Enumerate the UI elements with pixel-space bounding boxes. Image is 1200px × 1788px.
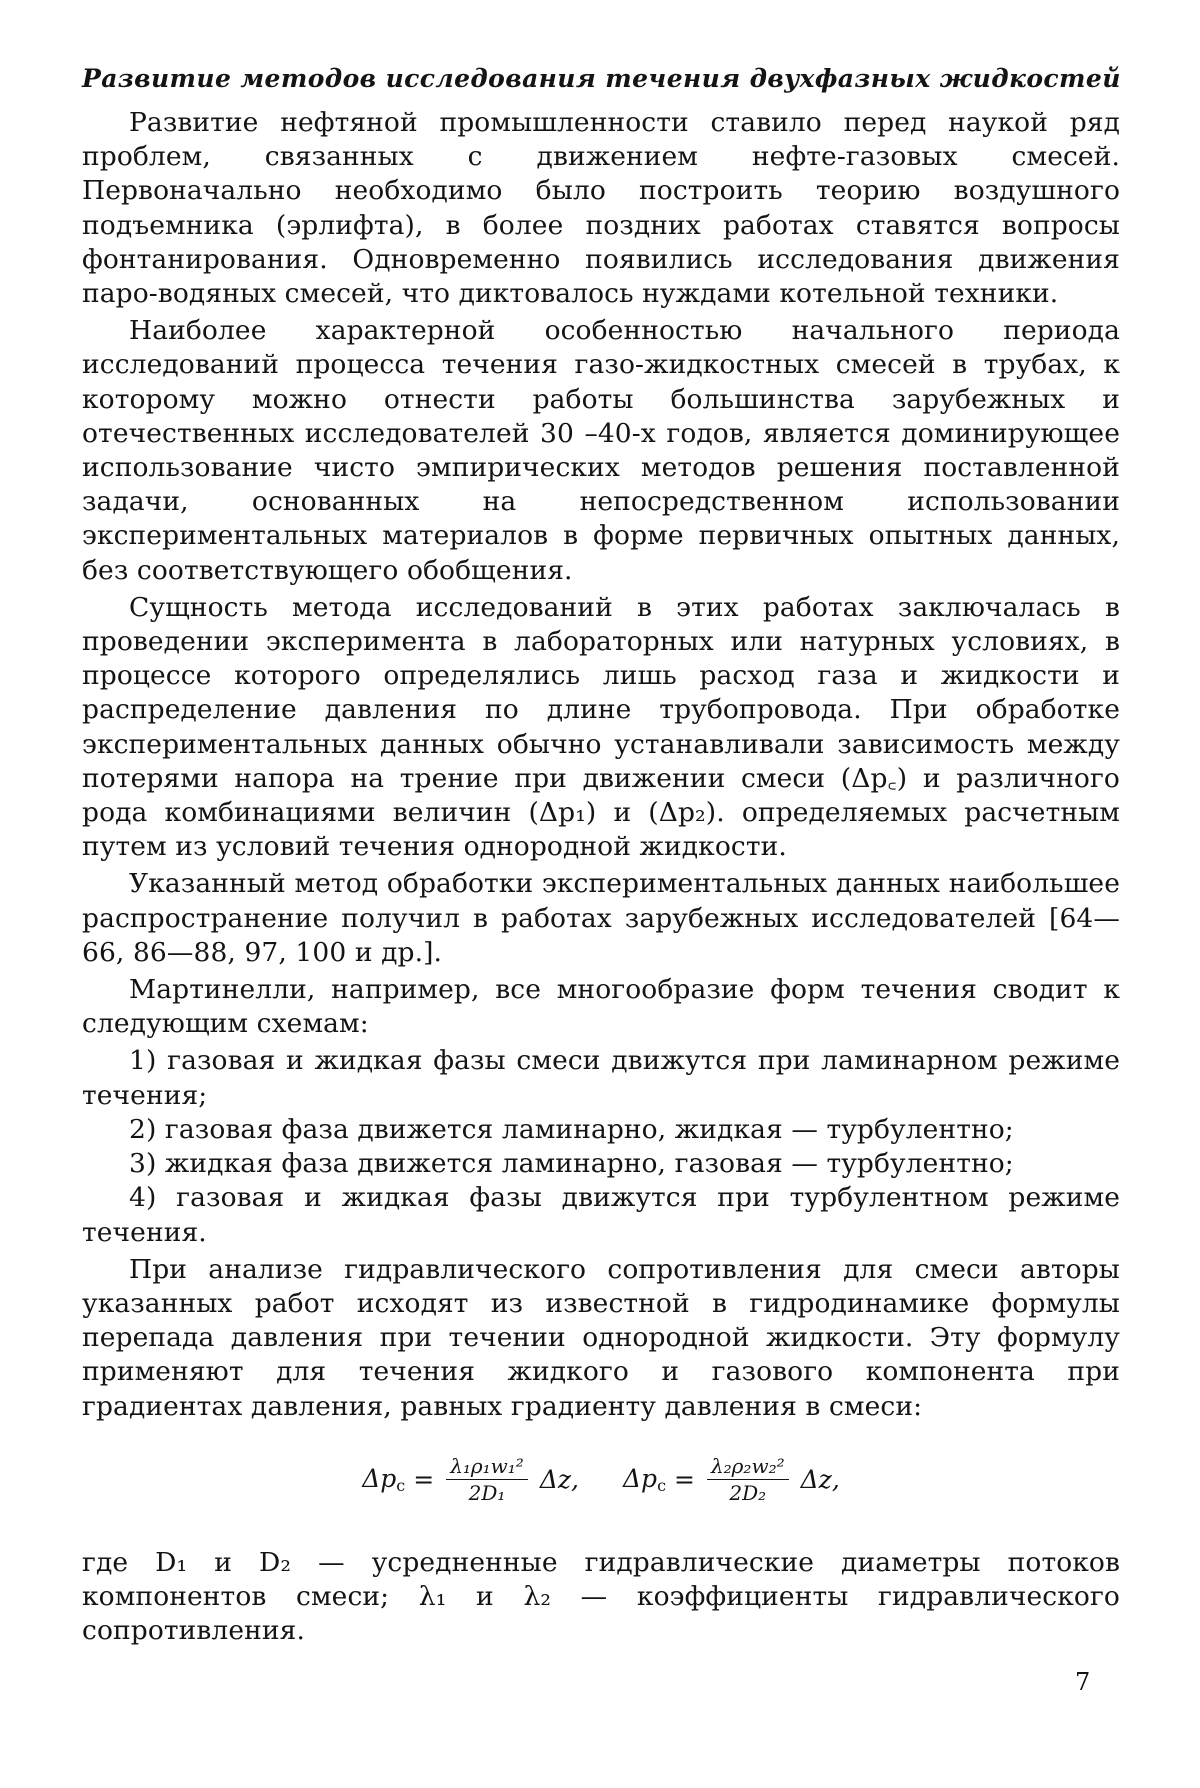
paragraph-1: Развитие нефтяной промышленности ставило перед наукой ряд проблем, связанных с движением нефте-газовых смесей. Первоначально необходимо было построить теорию воздушного подъемника (эрлифта), в более поздних работах ставятся вопросы фонтанирования. Одновременно появились исследования движения паро-водяных смесей, что диктовалось нуждами котельной техники. <box>82 107 1120 310</box>
page-body <box>82 62 1120 1648</box>
paragraph-3: Сущность метода исследований в этих работах заключалась в проведении эксперимента в лабораторных или натурных условиях, в процессе которого определялись лишь расход газа и жидкости и распределение давления по длине трубопровода. При обработке экспериментальных данных обычно устанавливали зависимость между потерями напора на трение при движении смеси (Δp꜀) и различного рода комбинациями величин (Δp₁) и (Δp₂). определяемых расчетным путем из условий течения однородной жидкости. <box>82 591 1120 863</box>
paragraph-5: Мартинелли, например, все многообразие форм течения сводит к следующим схемам: <box>82 974 1120 1040</box>
formula-lhs-2: $\Delta p_c$ <box>623 1464 667 1496</box>
formula-numerator-2: λ₂ρ₂w₂² <box>707 1454 789 1480</box>
formula-tail-2: Δz, <box>800 1465 840 1495</box>
formula-equals-1: = <box>413 1465 435 1495</box>
formula-denominator-1: 2D₁ <box>468 1480 506 1505</box>
paragraph-4: Указанный метод обработки экспериментальных данных наибольшее распространение получил в работах зарубежных исследователей [64—66, 86—88, 97, 100 и др.]. <box>82 868 1120 968</box>
list-item: 4) газовая и жидкая фазы движутся при турбулентном режиме течения. <box>82 1182 1120 1248</box>
formula-tail-1: Δz, <box>539 1465 579 1495</box>
formula-explanation: где D₁ и D₂ — усредненные гидравлические диаметры потоков компонентов смеси; λ₁ и λ₂ — коэффициенты гидравлического сопротивления. <box>82 1546 1120 1647</box>
paragraph-2: Наиболее характерной особенностью начального периода исследований процесса течения газо-жидкостных смесей в трубах, к которому можно отнести работы большинства зарубежных и отечественных исследователей 30 –40-х годов, является доминирующее использование чисто эмпирических методов решения поставленной задачи, основанных на непосредственном использовании экспериментальных материалов в форме первичных опытных данных, без соответствующего обобщения. <box>82 315 1120 586</box>
pressure-drop-formula <box>82 1454 1120 1524</box>
list-item: 1) газовая и жидкая фазы смеси движутся при ламинарном режиме течения; <box>82 1045 1120 1111</box>
formula-denominator-2: 2D₂ <box>729 1480 767 1505</box>
list-item: 2) газовая фаза движется ламинарно, жидкая — турбулентно; <box>129 1113 1014 1145</box>
formula-fraction-1 <box>446 1454 528 1506</box>
formula-equals-2: = <box>674 1465 695 1495</box>
formula-numerator-1: λ₁ρ₁w₁² <box>446 1454 528 1480</box>
page-number: 7 <box>1075 1668 1091 1696</box>
paragraph-6: При анализе гидравлического сопротивления для смеси авторы указанных работ исходят из известной в гидродинамике формулы перепада давления при течении однородной жидкости. Эту формулу применяют для течения жидкого и газового компонента при градиентах давления, равных градиенту давления в смеси: <box>82 1253 1120 1422</box>
formula-fraction-2 <box>707 1454 789 1506</box>
list-item: 3) жидкая фаза движется ламинарно, газовая — турбулентно; <box>129 1148 1014 1180</box>
section-heading: Развитие методов исследования течения двухфазных жидкостей <box>82 64 1121 93</box>
flow-schemes-list <box>82 1044 1120 1249</box>
formula-lhs-1: $\Delta p_c$ <box>362 1464 406 1496</box>
